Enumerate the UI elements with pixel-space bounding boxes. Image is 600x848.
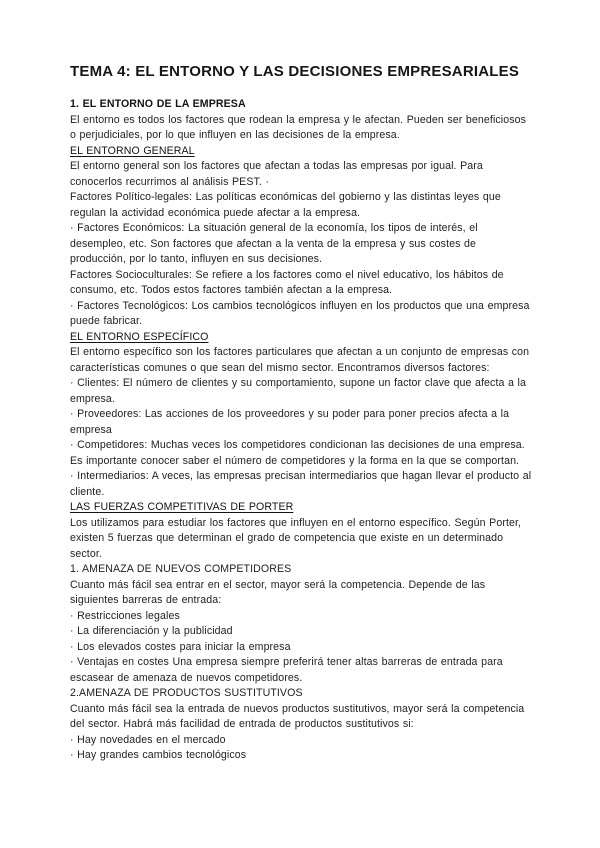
paragraph: 2.AMENAZA DE PRODUCTOS SUSTITUTIVOS [70,687,303,699]
bullet-item: · Proveedores: Las acciones de los proveedores y su poder para poner precios afecta a la empresa [70,408,510,436]
paragraph: Los utilizamos para estudiar los factores que influyen en el entorno específico. Según Porter, existen 5 fuerzas que determinan el grado de competencia que existe en un determinado sector. [70,516,522,560]
section-heading-underlined: LAS FUERZAS COMPETITIVAS DE PORTER [70,501,294,513]
paragraph: 1. AMENAZA DE NUEVOS COMPETIDORES [70,563,292,575]
paragraph: El entorno específico son los factores particulares que afectan a un conjunto de empresas con características comunes o que sean del mismo sector. Encontramos diversos factores: [70,346,530,374]
bullet-item: · Clientes: El número de clientes y su comportamiento, supone un factor clave que afecta a la empresa. [70,377,526,405]
paragraph: Cuanto más fácil sea la entrada de nuevos productos sustitutivos, mayor será la competencia del sector. Habrá más facilidad de entrada de productos sustitutivos si: [70,702,525,730]
bullet-item: · Ventajas en costes Una empresa siempre preferirá tener altas barreras de entrada para escasear de amenaza de nuevos competidores. [70,656,503,684]
paragraph: Factores Político-legales: Las políticas económicas del gobierno y las distintas leyes que regulan la actividad económica puede afectar a la empresa. [70,191,501,219]
bullet-item: · Competidores: Muchas veces los competidores condicionan las decisiones de una empresa. Es importante conocer saber el número de competidores y la forma en la que se comportan. [70,439,525,467]
bullet-item: · La diferenciación y la publicidad [70,625,233,637]
bullet-item: · Restricciones legales [70,609,180,622]
bullet-item: · Los elevados costes para iniciar la empresa [70,640,291,653]
paragraph: El entorno general son los factores que afectan a todas las empresas por igual. Para conocerlos recurrimos al análisis PEST. · [70,160,483,188]
section-heading-underlined: EL ENTORNO ESPECÍFICO [70,330,209,343]
bullet-item: · Hay novedades en el mercado [70,733,226,746]
section-heading-bold: 1. EL ENTORNO DE LA EMPRESA [70,98,246,110]
section-heading-underlined: EL ENTORNO GENERAL [70,144,195,157]
document-title: TEMA 4: EL ENTORNO Y LAS DECISIONES EMPRESARIALES [70,63,520,80]
bullet-item: · Intermediarios: A veces, las empresas precisan intermediarios que hagan llevar el producto al cliente. [70,470,532,498]
document-body [70,97,532,764]
bullet-item: · Factores Económicos: La situación general de la economía, los tipos de interés, el desempleo, etc. Son factores que afectan a la venta de la empresa y sus costes de producción, por lo tanto, influyen en sus decisiones. [70,222,478,265]
bullet-item: · Factores Tecnológicos: Los cambios tecnológicos influyen en los productos que una empresa puede fabricar. [70,299,530,327]
paragraph: Factores Socioculturales: Se refiere a los factores como el nivel educativo, los hábitos de consumo, etc. Todos estos factores también afectan a la empresa. [70,268,504,296]
paragraph: El entorno es todos los factores que rodean la empresa y le afectan. Pueden ser beneficiosos o perjudiciales, por lo que influyen en las decisiones de la empresa. [70,113,527,141]
bullet-item: · Hay grandes cambios tecnológicos [70,749,247,761]
paragraph: Cuanto más fácil sea entrar en el sector, mayor será la competencia. Depende de las siguientes barreras de entrada: [70,578,486,606]
